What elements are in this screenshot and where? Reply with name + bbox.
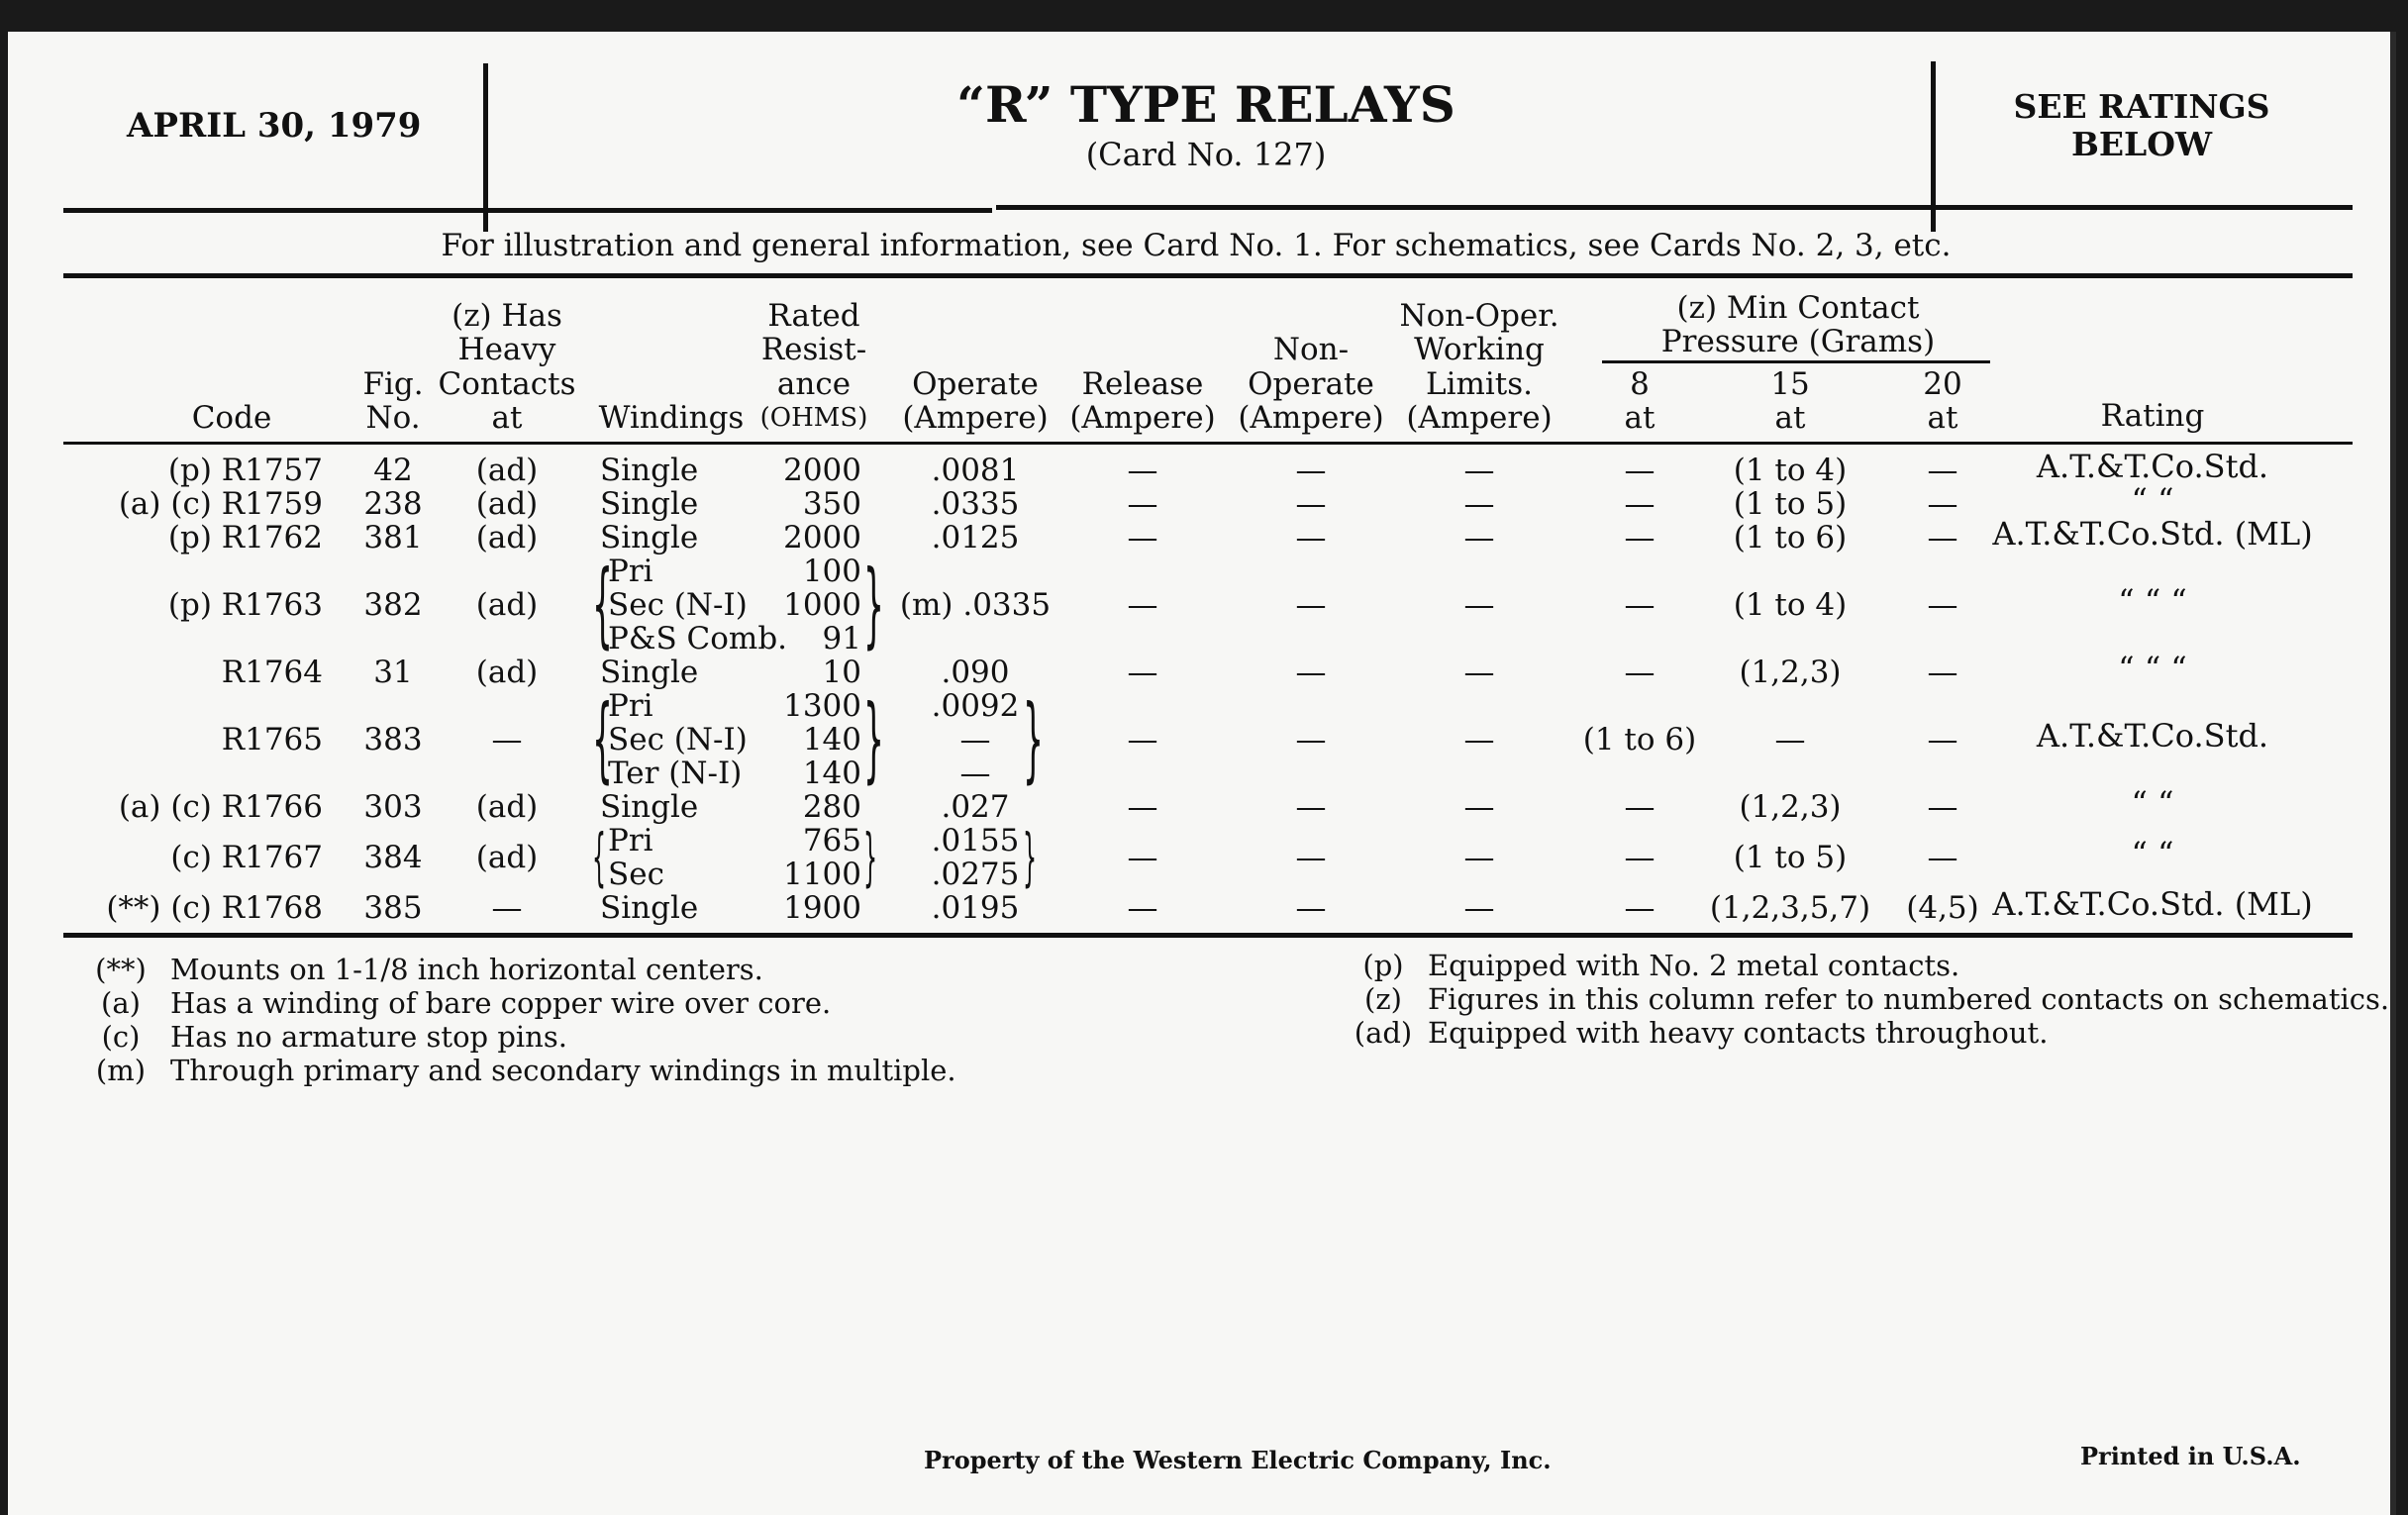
row-release: — — [1127, 486, 1158, 522]
row-winding: Pri — [608, 688, 653, 724]
row-p15: (1 to 5) — [1733, 840, 1848, 875]
row-release: — — [1127, 722, 1158, 758]
col-rating: Rating — [2100, 398, 2205, 434]
row-rating: A.T.&T.Co.Std. (ML) — [1992, 515, 2313, 553]
row-p8: (1 to 6) — [1582, 722, 1697, 758]
col-pressure-1: (z) Min Contact — [1676, 290, 1920, 326]
row-winding: Ter (N-I) — [608, 756, 743, 791]
row-fig: 303 — [363, 789, 423, 825]
row-operate: .090 — [941, 655, 1010, 690]
note-key: (**) — [95, 953, 147, 986]
resistance-brace-close: } — [863, 551, 884, 658]
note-key: (z) — [1364, 982, 1402, 1016]
ratings-line-2: BELOW — [2070, 125, 2213, 163]
row-code: (c) R1767 — [170, 840, 323, 875]
winding-brace-open: { — [592, 685, 613, 793]
row-operate: .0335 — [931, 486, 1020, 522]
row-p8: — — [1624, 520, 1656, 556]
col-nonop-1: Non- — [1272, 332, 1350, 367]
row-code: (**) (c) R1768 — [106, 890, 323, 926]
row-p15: (1 to 4) — [1733, 453, 1848, 488]
note-text: Mounts on 1-1/8 inch horizontal centers. — [170, 953, 763, 986]
col-windings: Windings — [598, 400, 745, 436]
col-res-2: Resist- — [760, 332, 867, 367]
header-divider-left — [483, 63, 488, 232]
ratings-line-1: SEE RATINGS — [2013, 87, 2270, 126]
row-fig: 31 — [373, 655, 413, 690]
col-p20-1: 20 — [1923, 366, 1962, 402]
col-p20-2: at — [1927, 400, 1958, 436]
note-text: Equipped with No. 2 metal contacts. — [1428, 949, 1960, 982]
row-resistance: 2000 — [783, 520, 861, 556]
row-fig: 42 — [373, 453, 413, 488]
row-nowl: — — [1463, 722, 1495, 758]
col-fig-2: No. — [365, 400, 421, 436]
note-text: Equipped with heavy contacts throughout. — [1428, 1016, 2049, 1050]
row-resistance: 280 — [802, 789, 861, 825]
row-fig: 383 — [363, 722, 423, 758]
resistance-brace-close: } — [863, 821, 878, 893]
row-rating: “ “ — [2131, 835, 2174, 872]
row-release: — — [1127, 890, 1158, 926]
row-winding: Single — [600, 655, 699, 690]
row-nowl: — — [1463, 840, 1495, 875]
note-key: (m) — [95, 1054, 147, 1087]
resistance-brace-close: } — [863, 685, 884, 793]
row-operate: (m) .0335 — [899, 587, 1052, 623]
row-release: — — [1127, 789, 1158, 825]
row-p15: — — [1774, 722, 1806, 758]
col-heavy-4: at — [491, 400, 523, 436]
row-release: — — [1127, 520, 1158, 556]
note-text: Has no armature stop pins. — [170, 1020, 567, 1054]
row-resistance: 100 — [802, 554, 861, 589]
row-heavy: (ad) — [475, 453, 539, 488]
row-operate: — — [959, 756, 991, 791]
row-p8: — — [1624, 587, 1656, 623]
row-winding: Single — [600, 890, 699, 926]
row-rating: “ “ — [2131, 481, 2174, 519]
row-operate: .0275 — [931, 857, 1020, 892]
note-text: Through primary and secondary windings in multiple. — [170, 1054, 956, 1087]
row-p8: — — [1624, 789, 1656, 825]
row-nowl: — — [1463, 789, 1495, 825]
row-nonop: — — [1295, 655, 1327, 690]
row-code: (p) R1762 — [167, 520, 323, 556]
row-release: — — [1127, 840, 1158, 875]
row-resistance: 765 — [802, 823, 861, 858]
row-p20: — — [1927, 587, 1958, 623]
row-p20: — — [1927, 655, 1958, 690]
card-number: (Card No. 127) — [1085, 136, 1327, 173]
operate-brace-close: } — [1023, 685, 1044, 793]
row-nonop: — — [1295, 722, 1327, 758]
col-operate-2: (Ampere) — [902, 400, 1049, 436]
row-p15: (1 to 4) — [1733, 587, 1848, 623]
note-key: (c) — [101, 1020, 141, 1054]
col-heavy-1: (z) Has — [452, 298, 562, 334]
row-resistance: 1000 — [783, 587, 861, 623]
row-winding: Single — [600, 453, 699, 488]
row-winding: Sec (N-I) — [608, 587, 748, 623]
row-nowl: — — [1463, 453, 1495, 488]
row-resistance: 140 — [802, 756, 861, 791]
row-rating: A.T.&T.Co.Std. — [2036, 448, 2269, 485]
col-res-3: ance — [776, 366, 852, 402]
row-heavy: — — [491, 890, 523, 926]
row-nonop: — — [1295, 789, 1327, 825]
col-p15-1: 15 — [1770, 366, 1810, 402]
col-p8-2: at — [1624, 400, 1656, 436]
note-key: (p) — [1362, 949, 1404, 982]
footer-property: Property of the Western Electric Company, Inc. — [924, 1446, 1552, 1474]
row-operate: — — [959, 722, 991, 758]
footer-printed: Printed in U.S.A. — [2080, 1442, 2301, 1470]
row-p20: — — [1927, 789, 1958, 825]
row-heavy: (ad) — [475, 520, 539, 556]
col-nonop-2: Operate — [1248, 366, 1374, 402]
row-resistance: 350 — [802, 486, 861, 522]
row-release: — — [1127, 587, 1158, 623]
row-release: — — [1127, 655, 1158, 690]
card-edge-shadow — [2390, 32, 2396, 1515]
header-rule-left — [63, 208, 992, 213]
row-heavy: (ad) — [475, 789, 539, 825]
row-resistance: 91 — [822, 621, 861, 656]
col-release-1: Release — [1081, 366, 1204, 402]
card-title: “R” TYPE RELAYS — [956, 75, 1455, 134]
row-p8: — — [1624, 840, 1656, 875]
row-p20: — — [1927, 486, 1958, 522]
info-line: For illustration and general information, see Card No. 1. For schematics, see Cards No. 2, 3, etc. — [441, 228, 1952, 263]
row-resistance: 1100 — [783, 857, 861, 892]
row-p8: — — [1624, 453, 1656, 488]
note-key: (a) — [101, 986, 141, 1020]
row-winding: Pri — [608, 823, 653, 858]
row-resistance: 140 — [802, 722, 861, 758]
col-res-1: Rated — [767, 298, 860, 334]
row-p20: — — [1927, 453, 1958, 488]
col-res-4: (OHMS) — [759, 403, 868, 433]
row-fig: 384 — [363, 840, 423, 875]
row-winding: Sec — [608, 857, 664, 892]
row-operate: .027 — [941, 789, 1010, 825]
row-heavy: (ad) — [475, 587, 539, 623]
col-pressure-2: Pressure (Grams) — [1660, 324, 1936, 359]
row-rating: “ “ “ — [2118, 582, 2187, 620]
col-release-2: (Ampere) — [1069, 400, 1216, 436]
note-key: (ad) — [1354, 1016, 1413, 1050]
table-bottom-rule — [63, 933, 2353, 938]
row-fig: 238 — [363, 486, 423, 522]
row-heavy: (ad) — [475, 840, 539, 875]
row-nonop: — — [1295, 890, 1327, 926]
row-nonop: — — [1295, 453, 1327, 488]
operate-brace-close: } — [1023, 821, 1038, 893]
row-nonop: — — [1295, 587, 1327, 623]
col-p15-2: at — [1774, 400, 1806, 436]
row-winding: Single — [600, 486, 699, 522]
col-heavy-3: Contacts — [438, 366, 576, 402]
row-p15: (1,2,3,5,7) — [1709, 890, 1871, 926]
row-nowl: — — [1463, 890, 1495, 926]
row-fig: 385 — [363, 890, 423, 926]
row-operate: .0125 — [931, 520, 1020, 556]
col-heavy-2: Heavy — [457, 332, 556, 367]
row-p20: — — [1927, 722, 1958, 758]
row-code: (a) (c) R1759 — [118, 486, 323, 522]
row-operate: .0081 — [931, 453, 1020, 488]
row-p15: (1 to 6) — [1733, 520, 1848, 556]
row-winding: Single — [600, 789, 699, 825]
row-p15: (1,2,3) — [1739, 789, 1842, 825]
row-p15: (1,2,3) — [1739, 655, 1842, 690]
row-code: (a) (c) R1766 — [118, 789, 323, 825]
row-release: — — [1127, 453, 1158, 488]
row-fig: 382 — [363, 587, 423, 623]
col-p8-1: 8 — [1630, 366, 1650, 402]
row-rating: A.T.&T.Co.Std. (ML) — [1992, 885, 2313, 923]
row-p20: — — [1927, 520, 1958, 556]
row-heavy: (ad) — [475, 655, 539, 690]
header-bottom-rule — [63, 442, 2353, 445]
col-nonop-3: (Ampere) — [1238, 400, 1384, 436]
col-nowl-1: Non-Oper. — [1399, 298, 1559, 334]
col-code: Code — [191, 400, 272, 436]
row-operate: .0195 — [931, 890, 1020, 926]
col-operate-1: Operate — [912, 366, 1039, 402]
row-resistance: 10 — [822, 655, 861, 690]
col-nowl-2: Working — [1414, 332, 1545, 367]
winding-brace-open: { — [592, 821, 607, 893]
row-nowl: — — [1463, 486, 1495, 522]
row-nowl: — — [1463, 520, 1495, 556]
winding-brace-open: { — [592, 551, 613, 658]
row-code: (p) R1763 — [167, 587, 323, 623]
row-nonop: — — [1295, 486, 1327, 522]
row-heavy: — — [491, 722, 523, 758]
row-operate: .0092 — [931, 688, 1020, 724]
col-nowl-3: Limits. — [1425, 366, 1534, 402]
row-heavy: (ad) — [475, 486, 539, 522]
row-nonop: — — [1295, 840, 1327, 875]
note-text: Figures in this column refer to numbered contacts on schematics. — [1428, 982, 2390, 1016]
index-card — [8, 32, 2396, 1515]
pressure-rule — [1602, 360, 1990, 363]
row-p8: — — [1624, 486, 1656, 522]
row-nowl: — — [1463, 655, 1495, 690]
row-resistance: 1300 — [783, 688, 861, 724]
col-nowl-4: (Ampere) — [1406, 400, 1553, 436]
row-rating: A.T.&T.Co.Std. — [2036, 717, 2269, 755]
row-code: R1765 — [221, 722, 323, 758]
header-rule-right — [996, 205, 2353, 210]
row-resistance: 2000 — [783, 453, 861, 488]
row-winding: Single — [600, 520, 699, 556]
row-p15: (1 to 5) — [1733, 486, 1848, 522]
row-resistance: 1900 — [783, 890, 861, 926]
row-winding: Sec (N-I) — [608, 722, 748, 758]
row-operate: .0155 — [931, 823, 1020, 858]
row-code: R1764 — [221, 655, 323, 690]
note-text: Has a winding of bare copper wire over core. — [170, 986, 832, 1020]
row-p8: — — [1624, 890, 1656, 926]
row-p20: — — [1927, 840, 1958, 875]
row-nowl: — — [1463, 587, 1495, 623]
row-p8: — — [1624, 655, 1656, 690]
table-top-rule — [63, 273, 2353, 278]
row-winding: P&S Comb. — [608, 621, 788, 656]
row-rating: “ “ “ — [2118, 650, 2187, 687]
row-rating: “ “ — [2131, 784, 2174, 822]
row-code: (p) R1757 — [167, 453, 323, 488]
col-fig-1: Fig. — [362, 366, 424, 402]
row-nonop: — — [1295, 520, 1327, 556]
row-p20: (4,5) — [1906, 890, 1979, 926]
card-date: APRIL 30, 1979 — [127, 106, 422, 146]
row-winding: Pri — [608, 554, 653, 589]
row-fig: 381 — [363, 520, 423, 556]
